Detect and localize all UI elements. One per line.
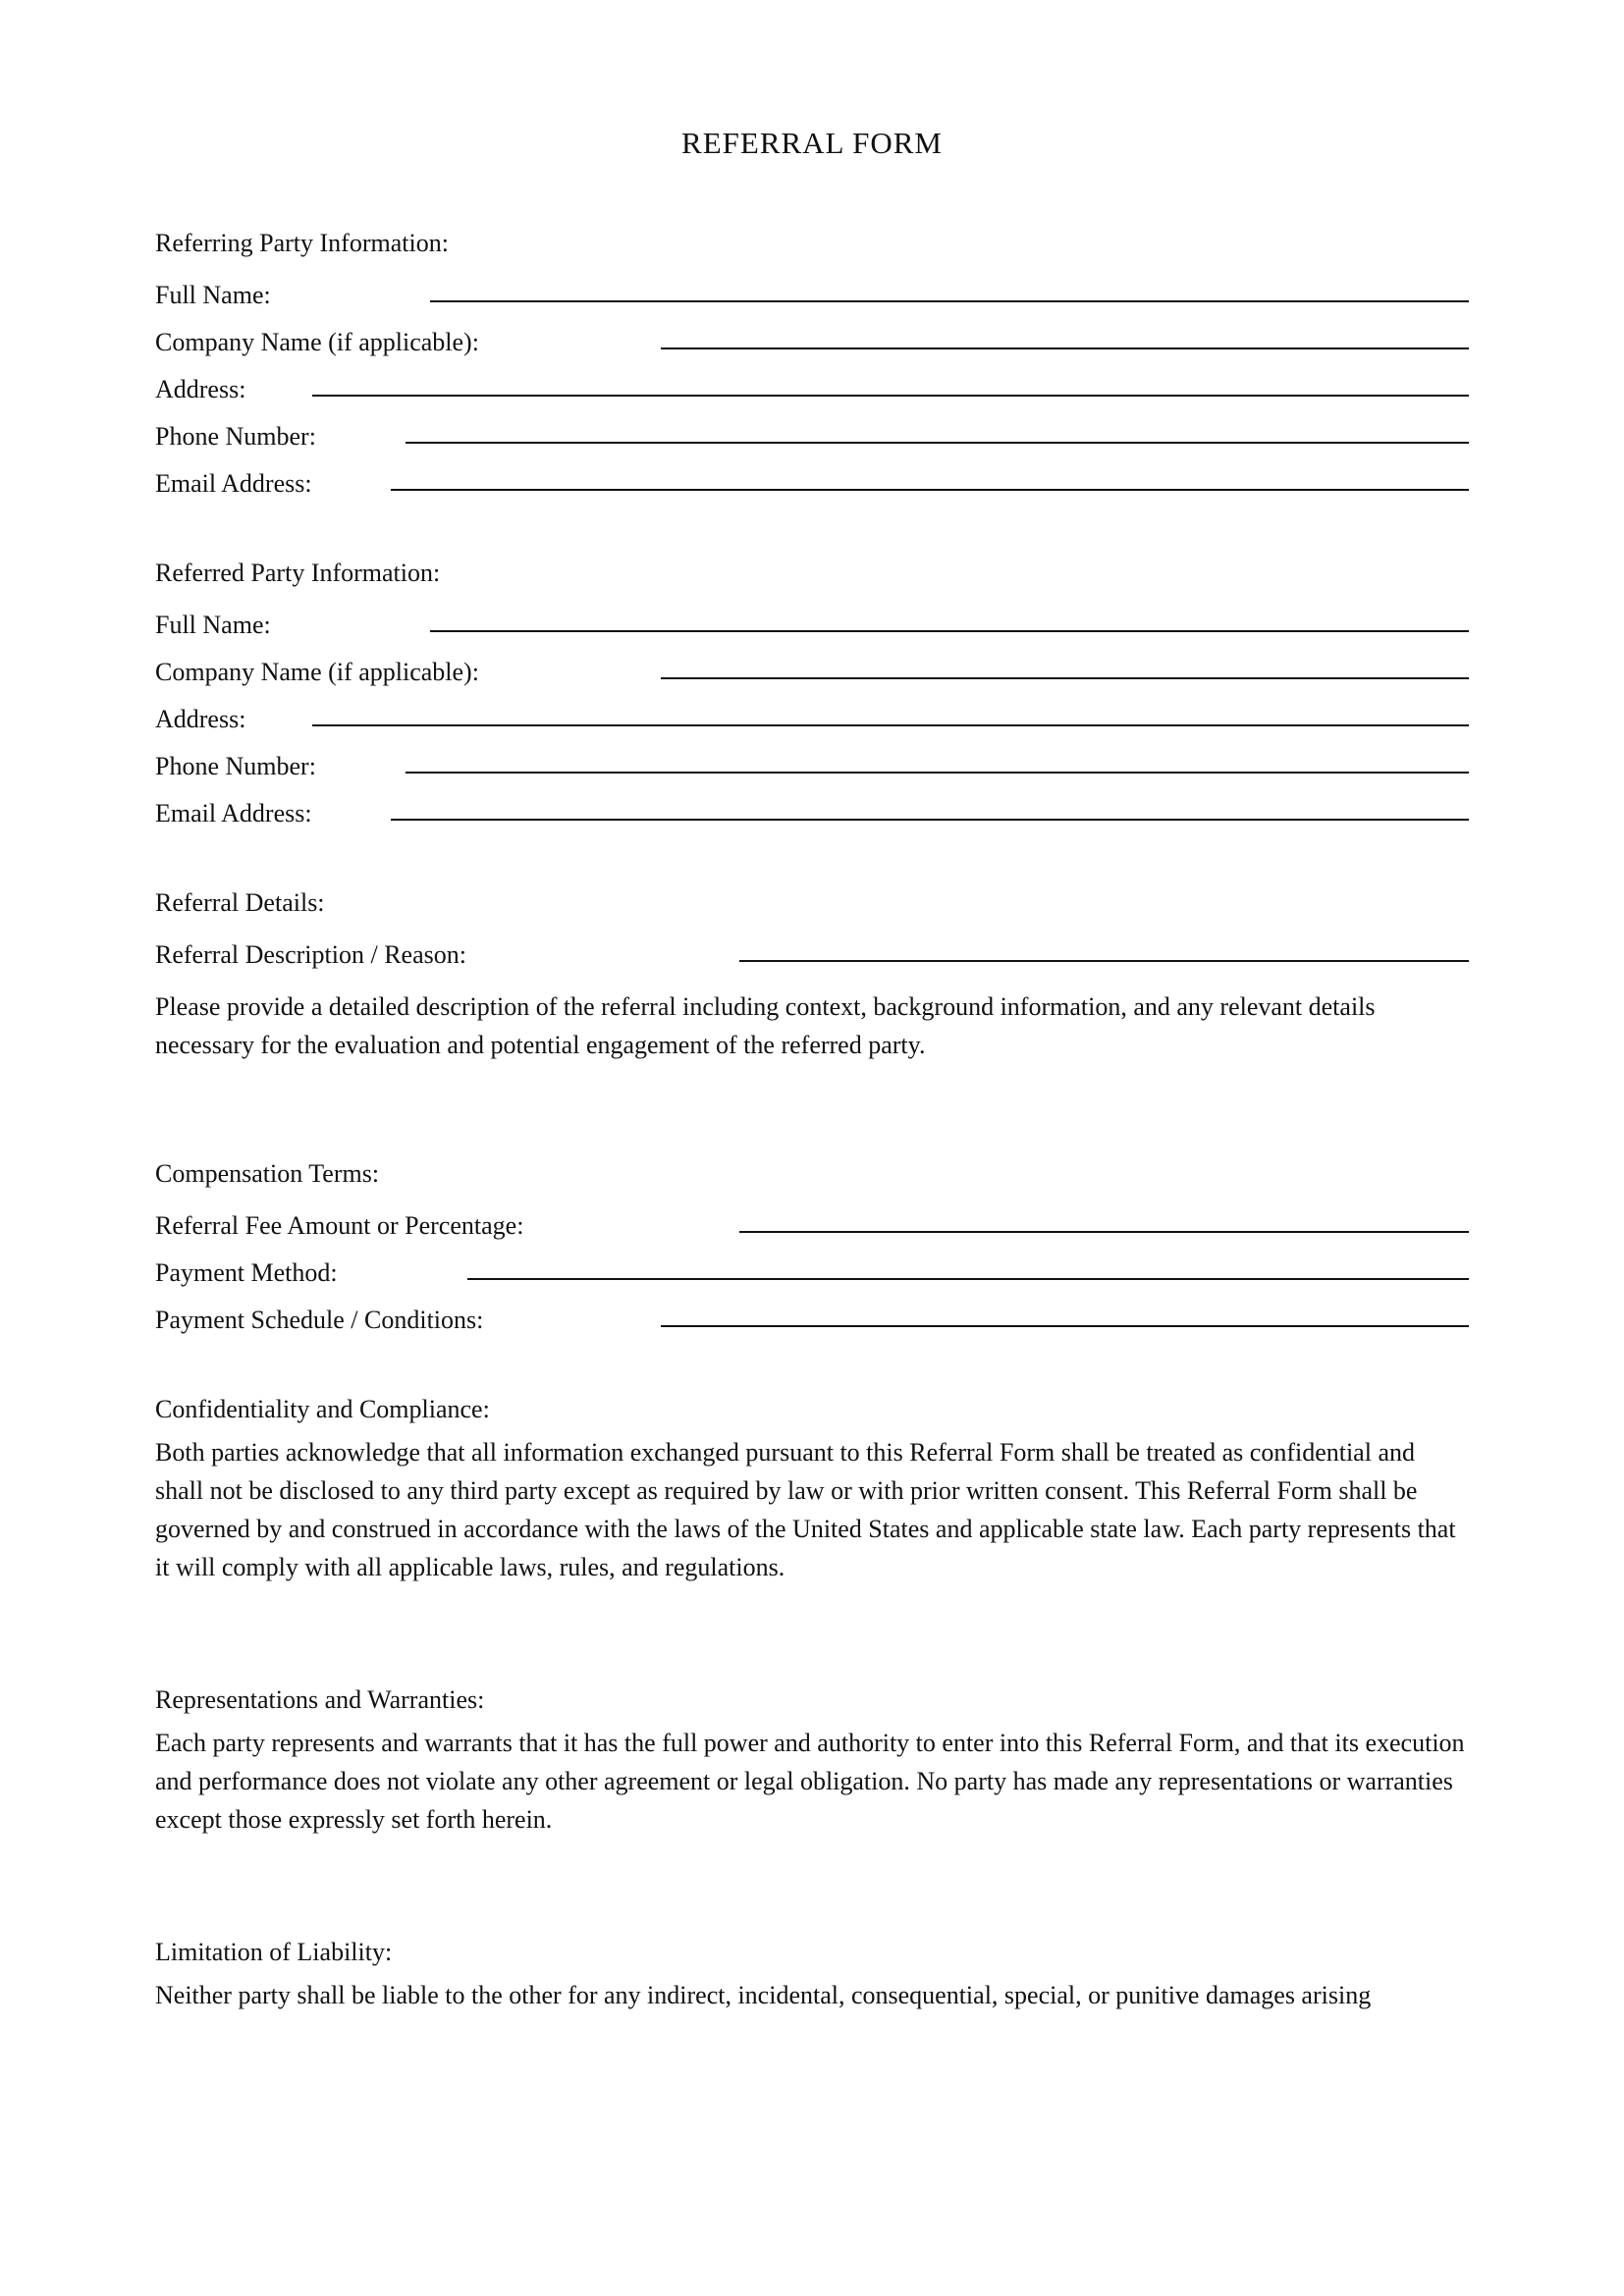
referring-company-row bbox=[155, 314, 1469, 361]
referred-email-row bbox=[155, 785, 1469, 832]
referred-phone-row bbox=[155, 738, 1469, 785]
field-label: Full Name: bbox=[155, 611, 271, 639]
section-heading-compensation: Compensation Terms: bbox=[155, 1159, 380, 1188]
field-label: Email Address: bbox=[155, 799, 312, 828]
section-heading-representations: Representations and Warranties: bbox=[155, 1685, 485, 1714]
referred-address-field[interactable] bbox=[312, 693, 1469, 726]
spacer bbox=[155, 503, 1469, 550]
field-label: Payment Method: bbox=[155, 1258, 338, 1287]
field-label: Address: bbox=[155, 375, 246, 403]
referral-details-section bbox=[155, 880, 1469, 1064]
spacer bbox=[155, 1339, 1469, 1386]
field-label: Referral Description / Reason: bbox=[155, 940, 466, 969]
referred-company-field[interactable] bbox=[661, 646, 1469, 679]
liability-section bbox=[155, 1929, 1469, 2014]
spacer bbox=[155, 1064, 1469, 1150]
referral-description-field[interactable] bbox=[739, 929, 1469, 962]
referred-address-row bbox=[155, 691, 1469, 738]
referred-party-section bbox=[155, 550, 1469, 832]
field-label: Email Address: bbox=[155, 469, 312, 498]
section-heading-referral-details: Referral Details: bbox=[155, 888, 325, 917]
referred-full-name-row bbox=[155, 597, 1469, 644]
spacer bbox=[155, 974, 1469, 988]
field-label: Full Name: bbox=[155, 281, 271, 309]
confidentiality-section bbox=[155, 1386, 1469, 1586]
field-label: Phone Number: bbox=[155, 422, 316, 451]
referring-phone-row bbox=[155, 408, 1469, 455]
referred-company-row bbox=[155, 644, 1469, 691]
referring-phone-field[interactable] bbox=[406, 410, 1469, 444]
referring-email-field[interactable] bbox=[391, 457, 1469, 491]
section-heading-referred-party: Referred Party Information: bbox=[155, 559, 441, 587]
referred-email-field[interactable] bbox=[391, 787, 1469, 821]
field-label: Address: bbox=[155, 705, 246, 733]
payment-schedule-field[interactable] bbox=[661, 1294, 1469, 1327]
field-label: Phone Number: bbox=[155, 752, 316, 780]
referring-party-section bbox=[155, 220, 1469, 503]
referring-company-field[interactable] bbox=[661, 316, 1469, 349]
referral-description-row bbox=[155, 927, 1469, 974]
spacer bbox=[155, 1586, 1469, 1677]
referred-phone-field[interactable] bbox=[406, 740, 1469, 774]
section-heading-confidentiality: Confidentiality and Compliance: bbox=[155, 1395, 490, 1423]
referring-address-row bbox=[155, 361, 1469, 408]
field-label: Company Name (if applicable): bbox=[155, 328, 479, 356]
representations-text: Each party represents and warrants that it has the full power and authority to enter into this Referral Form, and that its execution and performance does not violate any other agreement or legal obligation. No party has made any representations or warranties except those expressly set forth herein. bbox=[155, 1729, 1465, 1834]
referred-full-name-field[interactable] bbox=[430, 599, 1469, 632]
field-label: Company Name (if applicable): bbox=[155, 658, 479, 686]
referring-full-name-field[interactable] bbox=[430, 269, 1469, 302]
payment-method-row bbox=[155, 1245, 1469, 1292]
confidentiality-text: Both parties acknowledge that all information exchanged pursuant to this Referral Form shall be treated as confidential and shall not be disclosed to any third party except as required by law or with prior written consent. This Referral Form shall be governed by and construed in accordance with the laws of the United States and applicable state law. Each party represents that it will comply with all applicable laws, rules, and regulations. bbox=[155, 1438, 1456, 1581]
field-label: Referral Fee Amount or Percentage: bbox=[155, 1211, 524, 1240]
referring-address-field[interactable] bbox=[312, 363, 1469, 397]
payment-method-field[interactable] bbox=[467, 1247, 1469, 1280]
referral-fee-row bbox=[155, 1198, 1469, 1245]
field-label: Payment Schedule / Conditions: bbox=[155, 1306, 484, 1334]
representations-section bbox=[155, 1677, 1469, 1839]
liability-text: Neither party shall be liable to the other for any indirect, incidental, consequential, special, or punitive damages arising bbox=[155, 1981, 1372, 2009]
spacer bbox=[155, 1839, 1469, 1929]
compensation-section bbox=[155, 1150, 1469, 1339]
form-title: REFERRAL FORM bbox=[681, 126, 943, 160]
referring-email-row bbox=[155, 455, 1469, 503]
payment-schedule-row bbox=[155, 1292, 1469, 1339]
referral-instructions-text: Please provide a detailed description of the referral including context, background information, and any relevant details necessary for the evaluation and potential engagement of the referred party. bbox=[155, 992, 1376, 1059]
section-heading-liability: Limitation of Liability: bbox=[155, 1938, 393, 1966]
section-heading-referring-party: Referring Party Information: bbox=[155, 229, 449, 257]
referring-full-name-row bbox=[155, 267, 1469, 314]
spacer bbox=[155, 832, 1469, 880]
referral-fee-field[interactable] bbox=[739, 1200, 1469, 1233]
